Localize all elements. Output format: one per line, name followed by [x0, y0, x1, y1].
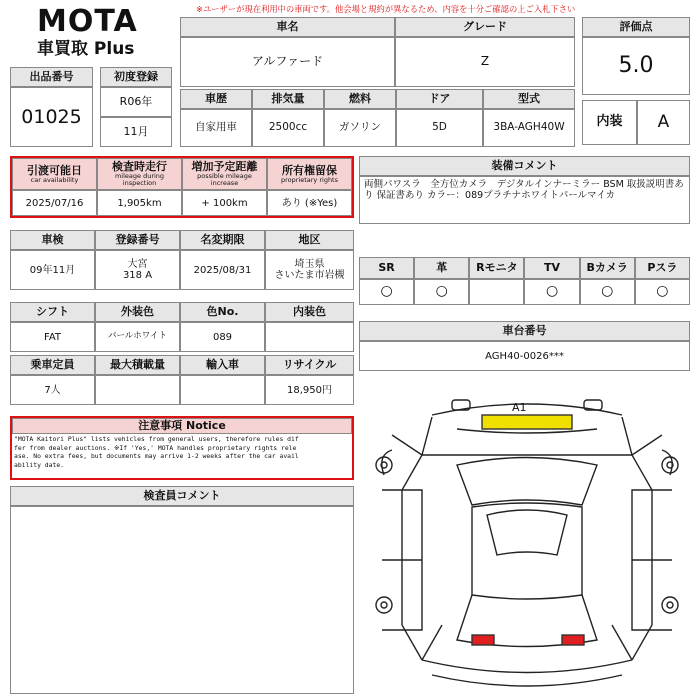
proprietary-rights-value: あり (※Yes) [267, 190, 352, 216]
max-load-value [95, 375, 180, 405]
option-mark: ○ [635, 279, 690, 305]
color-number-header: 色No. [180, 302, 265, 322]
equipment-comment-header: 装備コメント [359, 156, 690, 176]
car-damage-diagram [362, 395, 692, 695]
grade-value: Z [395, 37, 575, 87]
grade-header: グレード [395, 17, 575, 37]
plate-line2: 318 A [122, 270, 153, 281]
interior-color-header: 内装色 [265, 302, 354, 322]
option-header: 革 [414, 257, 469, 279]
capacity-header: 乗車定員 [10, 355, 95, 375]
vehicle-name-header: 車名 [180, 17, 395, 37]
wheel-front-right [662, 457, 678, 473]
plate-number-header: 登録番号 [95, 230, 180, 250]
option-mark: ○ [414, 279, 469, 305]
import-car-value [180, 375, 265, 405]
option-header: Bカメラ [580, 257, 635, 279]
chassis-number-header: 車台番号 [359, 321, 690, 341]
model-value: 3BA-AGH40W [483, 109, 575, 147]
top-notice: ※ユーザーが現在利用中の車両です。他会場と規約が異なるため、内容を十分ご確認の上ご入札下さい [196, 4, 576, 14]
option-header: Pスラ [635, 257, 690, 279]
import-car-header: 輸入車 [180, 355, 265, 375]
name-change-deadline-value: 2025/08/31 [180, 250, 265, 290]
inspection-mileage-header [97, 158, 182, 190]
availability-header [12, 158, 97, 190]
displacement-value: 2500cc [252, 109, 324, 147]
fuel-header: 燃料 [324, 89, 396, 109]
history-header: 車歴 [180, 89, 252, 109]
lot-number-value: 01025 [10, 87, 93, 147]
option-mark: ○ [580, 279, 635, 305]
mileage-increase-label-en: possible mileage increase [197, 172, 252, 188]
inspector-comment-header: 検査員コメント [10, 486, 354, 506]
brand-logo [37, 6, 147, 66]
history-value: 自家用車 [180, 109, 252, 147]
vehicle-name-value: アルファード [180, 37, 395, 87]
notice-line: ability date. [14, 460, 65, 469]
inspection-header: 車検 [10, 230, 95, 250]
notice-header: 注意事項 Notice [12, 418, 352, 434]
inspection-mileage-label: 検査時走行 [112, 160, 167, 174]
first-registration-year: R06年 [100, 87, 172, 117]
exterior-color-value: パールホワイト [95, 322, 180, 352]
damage-label: A1 [512, 401, 527, 414]
rear-damage-mark-left [472, 635, 494, 645]
brand-sub-text: 車買取 Plus [37, 39, 135, 59]
max-load-header: 最大積載量 [95, 355, 180, 375]
front-damage-mark [482, 415, 572, 429]
region-value [265, 250, 354, 290]
score-value: 5.0 [582, 37, 690, 95]
displacement-header: 排気量 [252, 89, 324, 109]
option-header: SR [359, 257, 414, 279]
option-header: TV [524, 257, 579, 279]
wheel-rear-left [376, 597, 392, 613]
availability-label-en: car availability [30, 175, 79, 184]
inspection-mileage-label-en: mileage during inspection [114, 172, 165, 188]
interior-header: 内装 [582, 100, 637, 145]
proprietary-rights-header [267, 158, 352, 190]
recycle-header: リサイクル [265, 355, 354, 375]
notice-text [14, 435, 352, 469]
notice-line: "MOTA Kaitori Plus" lists vehicles from general users, therefore rules dif [14, 435, 299, 443]
proprietary-rights-label: 所有権留保 [281, 163, 337, 177]
capacity-value: 7人 [10, 375, 95, 405]
score-header: 評価点 [582, 17, 690, 37]
first-registration-month: 11月 [100, 117, 172, 147]
inspection-value: 09年11月 [10, 250, 95, 290]
notice-line: ase. No extra fees, but documents may arrive 1-2 weeks after the car avail [14, 452, 299, 461]
wheel-front-left [376, 457, 392, 473]
lot-number-header: 出品番号 [10, 67, 93, 87]
availability-label: 引渡可能日 [27, 163, 82, 177]
availability-value: 2025/07/16 [12, 190, 97, 216]
wheel-rear-right [662, 597, 678, 613]
chassis-number-value: AGH40-0026*** [359, 341, 690, 371]
interior-color-value [265, 322, 354, 352]
name-change-deadline-header: 名変期限 [180, 230, 265, 250]
plate-line1: 大宮 [127, 259, 148, 270]
recycle-value: 18,950円 [265, 375, 354, 405]
plate-number-value [95, 250, 180, 290]
option-mark: ○ [359, 279, 414, 305]
door-header: ドア [396, 89, 483, 109]
shift-header: シフト [10, 302, 95, 322]
region-line2: さいたま市岩槻 [274, 270, 345, 281]
door-value: 5D [396, 109, 483, 147]
proprietary-rights-label-en: proprietary rights [280, 175, 338, 184]
model-header: 型式 [483, 89, 575, 109]
fuel-value: ガソリン [324, 109, 396, 147]
brand-logo-text: MOTA [37, 4, 138, 39]
inspector-comment-body [10, 506, 354, 694]
exterior-color-header: 外装色 [95, 302, 180, 322]
equipment-comment-text: 両側パワスラ 全方位カメラ デジタルインナーミラー BSM 取扱説明書あり 保証書あり カラー：089プラチナホワイトパールマイカ [359, 176, 690, 224]
region-line1: 埼玉県 [294, 259, 325, 270]
notice-line: fer from dealer auctions. ※If 'Yes,' MOTA handles proprietary rights rele [14, 443, 297, 452]
mileage-increase-label: 増加予定距離 [191, 160, 258, 174]
region-header: 地区 [265, 230, 354, 250]
option-header: Rモニタ [469, 257, 524, 279]
first-registration-header: 初度登録 [100, 67, 172, 87]
interior-value: A [637, 100, 690, 145]
mileage-increase-header [182, 158, 267, 190]
inspection-mileage-value: 1,905km [97, 190, 182, 216]
color-number-value: 089 [180, 322, 265, 352]
shift-value: FAT [10, 322, 95, 352]
option-mark [469, 279, 524, 305]
mileage-increase-value: + 100km [182, 190, 267, 216]
option-mark: ○ [524, 279, 579, 305]
rear-damage-mark-right [562, 635, 584, 645]
